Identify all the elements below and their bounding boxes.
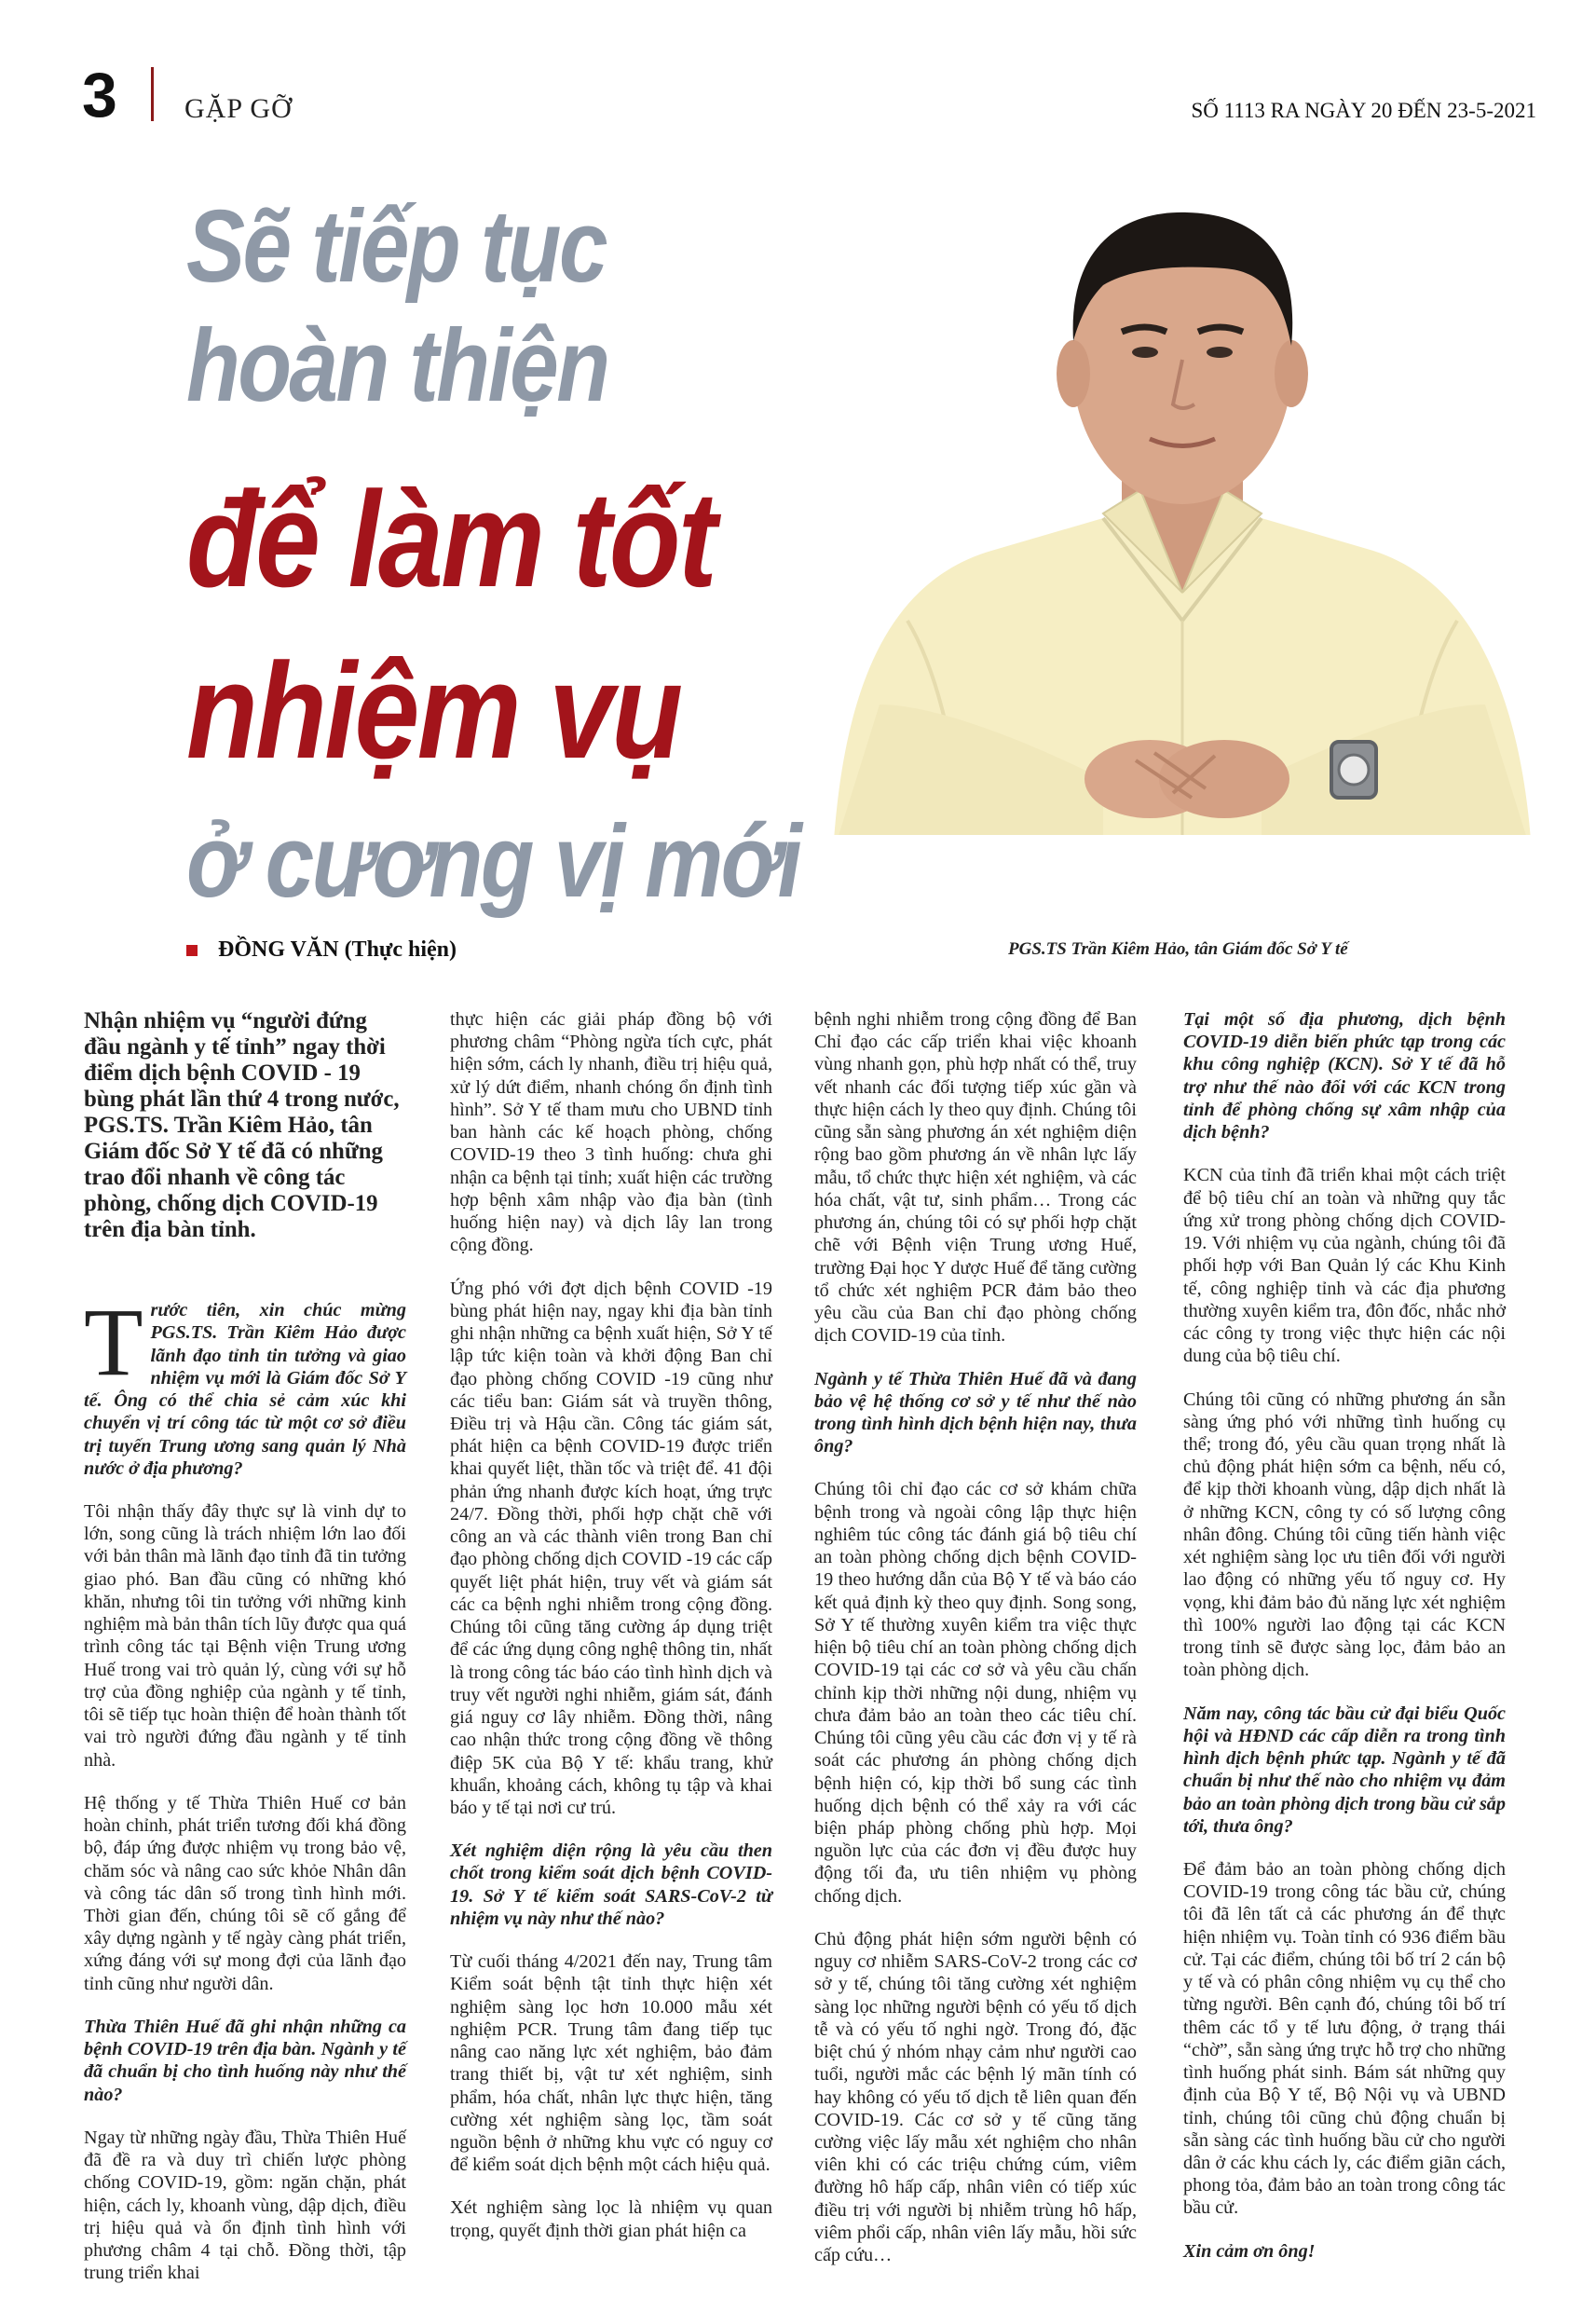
headline-line-2: hoàn thiện	[186, 308, 608, 423]
headline-line-1: Sẽ tiếp tục	[186, 189, 606, 304]
headline-line-3: để làm tốt	[186, 463, 716, 615]
paragraph: Chủ động phát hiện sớm người bệnh có nguy cơ nhiễm SARS-CoV-2 trong các cơ sở y tế, chúng tôi tăng cường xét nghiệm sàng lọc những người bệnh có yếu tố dịch tễ và có yếu tố nghi ngờ. Trong đó, đặc biệt chú ý nhóm nhạy cảm như người cao tuổi, người mắc các bệnh lý mãn tính có hay không có yếu tố dịch tễ liên quan đến COVID-19. Các cơ sở y tế cũng tăng cường việc lấy mẫu xét nghiệm cho nhân viên khi có các triệu chứng cúm, viêm đường hô hấp cấp, nhân viên có tiếp xúc điều trị với người bị nhiễm trùng hô hấp, viêm phổi cấp, nhân viên lấy mẫu, hồi sức cấp cứu…	[814, 1928, 1137, 2266]
paragraph: Chúng tôi chỉ đạo các cơ sở khám chữa bệnh trong và ngoài công lập thực hiện nghiêm túc công tác đánh giá bộ tiêu chí an toàn phòng chống dịch bệnh COVID-19 theo hướng dẫn của Bộ Y tế và báo cáo kết quả định kỳ theo quy định. Song song, Sở Y tế thường xuyên kiểm tra việc thực hiện bộ tiêu chí an toàn phòng chống dịch COVID-19 tại các cơ sở và yêu cầu chấn chỉnh kịp thời những nội dung, nhiệm vụ chưa đảm bảo an toàn theo các tiêu chí. Chúng tôi cũng yêu cầu các đơn vị y tế rà soát các phương án phòng chống dịch bệnh hiện có, kịp thời bổ sung các tình huống dịch bệnh có thể xảy ra với các biện pháp phòng chống phù hợp. Mọi nguồn lực của các đơn vị đều được huy động tối đa, ưu tiên nhiệm vụ phòng chống dịch.	[814, 1479, 1137, 1907]
question: Tại một số địa phương, dịch bệnh COVID-19 diễn biến phức tạp trong các khu công nghiệp (KCN). Sở Y tế đã hỗ trợ như thế nào đối với các KCN trong tỉnh để phòng chống sự xâm nhập của dịch bệnh?	[1183, 1009, 1506, 1143]
paragraph: Để đảm bảo an toàn phòng chống dịch COVID-19 trong công tác bầu cử, chúng tôi đã lên tất cả các phương án để thực hiện nhiệm vụ. Toàn tỉnh có 936 điểm bầu cử. Tại các điểm, chúng tôi bố trí 2 cán bộ y tế và có phân công nhiệm vụ cụ thể cho từng người. Bên cạnh đó, chúng tôi bố trí thêm các tổ y tế lưu động, ở trạng thái “chờ”, sẵn sàng ứng trực hỗ trợ cho những tình huống phát sinh. Bám sát những quy định của Bộ Y tế, Bộ Nội vụ và UBND tỉnh, chúng tôi cũng chủ động chuẩn bị sẵn sàng các tình huống bầu cử cho người dân ở các khu cách ly, các điểm giãn cách, phong tỏa, đảm bảo an toàn trong công tác bầu cử.	[1183, 1858, 1506, 2219]
page-number: 3	[82, 60, 117, 130]
paragraph: thực hiện các giải pháp đồng bộ với phương châm “Phòng ngừa tích cực, phát hiện sớm, cách ly nhanh, điều trị hiệu quả, xử lý dứt điểm, nhanh chóng ổn định tình hình”. Sở Y tế tham mưu cho UBND tỉnh ban hành các kế hoạch phòng, chống COVID-19 theo 3 tình huống: chưa ghi nhận ca bệnh tại tỉnh; xuất hiện các trường hợp bệnh xâm nhập vào địa bàn (tình huống hiện nay) và dịch lây lan trong cộng đồng.	[450, 1009, 772, 1256]
question: Năm nay, công tác bầu cử đại biểu Quốc hội và HĐND các cấp diễn ra trong tình hình dịch bệnh phức tạp. Ngành y tế đã chuẩn bị như thế nào cho nhiệm vụ đảm bảo an toàn phòng dịch trong bầu cử sắp tới, thưa ông?	[1183, 1703, 1506, 1837]
question: Xét nghiệm diện rộng là yêu cầu then chốt trong kiểm soát dịch bệnh COVID-19. Sở Y tế kiểm soát SARS-CoV-2 từ nhiệm vụ này như thế nào?	[450, 1840, 772, 1929]
issue-info: SỐ 1113 RA NGÀY 20 ĐẾN 23-5-2021	[1191, 99, 1536, 122]
drop-cap: T	[84, 1289, 143, 1397]
column-4	[1183, 1008, 1506, 2283]
question: Ngành y tế Thừa Thiên Huế đã và đang bảo vệ hệ thống cơ sở y tế như thế nào trong tình hình dịch bệnh hiện nay, thưa ông?	[814, 1368, 1137, 1457]
paragraph: KCN của tỉnh đã triển khai một cách triệt để bộ tiêu chí an toàn và những quy tắc ứng xử trong phòng chống dịch COVID-19. Với nhiệm vụ của ngành, chúng tôi đã phối hợp với Ban Quản lý các Khu Kinh tế, công nghiệp tỉnh và các địa phương thường xuyên kiểm tra, đôn đốc, nhắc nhở các công ty trong việc thực hiện các nội dung của bộ tiêu chí.	[1183, 1165, 1506, 1367]
column-3	[814, 1008, 1137, 2287]
header-divider	[151, 67, 154, 121]
portrait-illustration	[824, 183, 1541, 882]
section-title: GẶP GỠ	[184, 93, 293, 124]
paragraph: Tôi nhận thấy đây thực sự là vinh dự to lớn, song cũng là trách nhiệm lớn lao đối với bản thân mà lãnh đạo tỉnh đã tin tưởng giao phó. Ban đầu cũng có những khó khăn, nhưng tôi tin tưởng với những kinh nghiệm mà bản thân tích lũy được qua quá trình công tác tại Bệnh viện Trung ương Huế trong vai trò quản lý, cùng với sự hỗ trợ của đồng nghiệp của ngành y tế tỉnh, tôi sẽ tiếp tục hoàn thiện để hoàn thành tốt vai trò người đứng đầu ngành y tế tỉnh nhà.	[84, 1501, 406, 1771]
byline	[186, 937, 457, 963]
headline-line-4: nhiệm vụ	[186, 635, 681, 787]
column-1	[84, 1008, 406, 2305]
paragraph: Xét nghiệm sàng lọc là nhiệm vụ quan trọng, quyết định thời gian phát hiện ca	[450, 2197, 772, 2241]
paragraph: Hệ thống y tế Thừa Thiên Huế cơ bản hoàn chỉnh, phát triển tương đối khá đồng bộ, đáp ứng được nhiệm vụ trong bảo vệ, chăm sóc và nâng cao sức khỏe Nhân dân và công tác dân số trong tình hình mới. Thời gian đến, chúng tôi sẽ cố gắng để xây dựng ngành y tế ngày càng phát triển, xứng đáng với sự mong đợi của lãnh đạo tỉnh cũng như người dân.	[84, 1792, 406, 1994]
article-lead: Nhận nhiệm vụ “người đứng đầu ngành y tế tỉnh” ngay thời điểm dịch bệnh COVID - 19 bùng phát lần thứ 4 trong nước, PGS.TS. Trần Kiêm Hảo, tân Giám đốc Sở Y tế đã có những trao đổi nhanh về công tác phòng, chống dịch COVID-19 trên địa bàn tỉnh.	[84, 1008, 400, 1243]
question: Thừa Thiên Huế đã ghi nhận những ca bệnh COVID-19 trên địa bàn. Ngành y tế đã chuẩn bị cho tình huống này như thế nào?	[84, 2016, 406, 2105]
paragraph: bệnh nghi nhiễm trong cộng đồng để Ban Chỉ đạo các cấp triển khai việc khoanh vùng nhanh gọn, phù hợp nhất có thể, truy vết nhanh các đối tượng tiếp xúc gần và thực hiện cách ly theo quy định. Chúng tôi cũng sẵn sàng phương án xét nghiệm diện rộng bao gồm phương án về nhân lực lấy mẫu, tổ chức thực hiện xét nghiệm, và các hóa chất, vật tư, sinh phẩm… Trong các phương án, chúng tôi có sự phối hợp chặt chẽ với Bệnh viện Trung ương Huế, trường Đại học Y dược Huế để tăng cường tổ chức xét nghiệm PCR đảm bảo theo yêu cầu của Ban chỉ đạo phòng chống dịch COVID-19 của tỉnh.	[814, 1009, 1137, 1347]
byline-bullet	[186, 945, 198, 956]
first-question	[84, 1289, 406, 1480]
paragraph: Chúng tôi cũng có những phương án sẵn sàng ứng phó với những tình huống cụ thể; trong đó, yêu cầu quan trọng nhất là chủ động phát hiện sớm ca bệnh, nếu có, để kịp thời khoanh vùng, dập dịch nhất là ở những KCN, công ty có số lượng công nhân đông. Chúng tôi cũng tiến hành việc xét nghiệm sàng lọc ưu tiên đối với người lao động có những yếu tố nguy cơ. Hy vọng, khi đảm bảo đủ năng lực xét nghiệm thì 100% người lao động tại các KCN trong tỉnh sẽ được sàng lọc, đảm bảo an toàn phòng dịch.	[1183, 1389, 1506, 1681]
paragraph: Ngay từ những ngày đầu, Thừa Thiên Huế đã đề ra và duy trì chiến lược phòng chống COVID-19, gồm: ngăn chặn, phát hiện, cách ly, khoanh vùng, dập dịch, điều trị hiệu quả và ổn định tình hình với phương châm 4 tại chỗ. Đồng thời, tập trung triển khai	[84, 2127, 406, 2284]
first-question-text: rước tiên, xin chúc mừng PGS.TS. Trần Kiêm Hảo được lãnh đạo tỉnh tin tưởng và giao nhiệm vụ mới là Giám đốc Sở Y tế. Ông có thể chia sẻ cảm xúc khi chuyển vị trí công tác từ một cơ sở điều trị tuyến Trung ương sang quản lý Nhà nước ở địa phương?	[84, 1300, 406, 1479]
paragraph: Từ cuối tháng 4/2021 đến nay, Trung tâm Kiểm soát bệnh tật tỉnh thực hiện xét nghiệm sàng lọc hơn 10.000 mẫu xét nghiệm PCR. Trung tâm đang tiếp tục nâng cao năng lực xét nghiệm, bảo đảm trang thiết bị, vật tư xét nghiệm, sinh phẩm, hóa chất, nhân lực thực hiện, tăng cường xét nghiệm sàng lọc, tầm soát nguồn bệnh ở những khu vực có nguy cơ để kiểm soát dịch bệnh một cách hiệu quả.	[450, 1951, 772, 2176]
column-2	[450, 1008, 772, 2263]
closing-line: Xin cảm ơn ông!	[1183, 2240, 1316, 2262]
paragraph: Ứng phó với đợt dịch bệnh COVID -19 bùng phát hiện nay, ngay khi địa bàn tỉnh ghi nhận những ca bệnh xuất hiện, Sở Y tế lập tức kiện toàn và khởi động Ban chỉ đạo phòng chống COVID -19 cũng như các tiểu ban: Giám sát và truyền thông, Điều trị và Hậu cần. Công tác giám sát, phát hiện ca bệnh COVID-19 được triển khai quyết liệt, thần tốc và triệt để. 41 đội phản ứng nhanh được kích hoạt, ứng trực 24/7. Đồng thời, phối hợp chặt chẽ với công an và các thành viên trong Ban chỉ đạo phòng chống dịch COVID -19 các cấp quyết liệt phát hiện, truy vết và giám sát các ca bệnh nghi nhiễm trong cộng đồng. Chúng tôi cũng tăng cường áp dụng triệt để các ứng dụng công nghệ thông tin, nhất là trong công tác báo cáo tình hình dịch và truy vết người nghi nhiễm, giám sát, đánh giá nguy cơ lây nhiễm. Đồng thời, nâng cao nhận thức trong cộng đồng về thông điệp 5K của Bộ Y tế: khẩu trang, khử khuẩn, khoảng cách, không tụ tập và khai báo y tế tại nơi cư trú.	[450, 1278, 772, 1818]
headline-line-5: ở cương vị mới	[186, 804, 800, 919]
portrait-photo	[824, 183, 1541, 882]
byline-text: ĐỒNG VĂN (Thực hiện)	[218, 937, 457, 962]
photo-caption: PGS.TS Trần Kiêm Hảo, tân Giám đốc Sở Y tế	[1008, 939, 1348, 959]
